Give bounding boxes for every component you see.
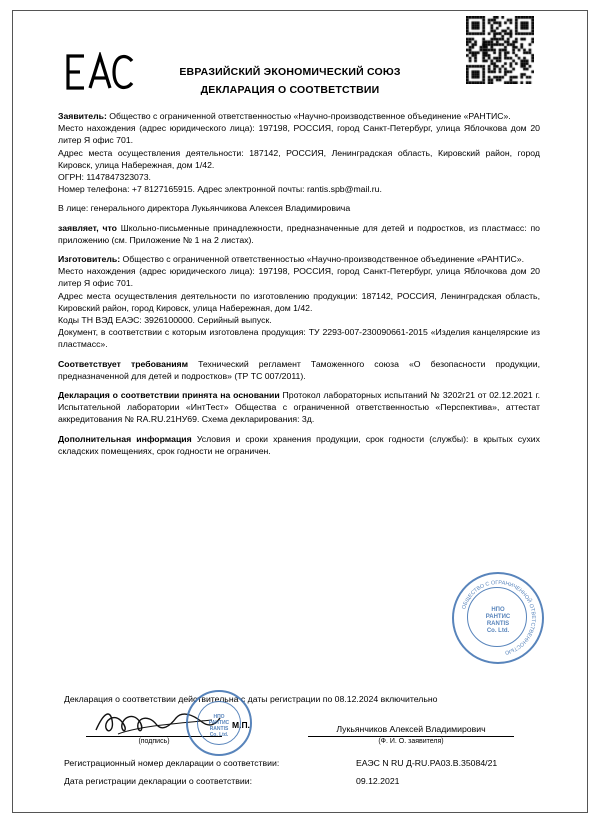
seal2-line-3: RANTIS bbox=[209, 726, 229, 732]
manufacturer-block bbox=[58, 253, 540, 351]
page-title: ЕВРАЗИЙСКИЙ ЭКОНОМИЧЕСКИЙ СОЮЗ bbox=[179, 66, 401, 78]
registration-date-row bbox=[64, 776, 534, 786]
seal2-line-1: НПО bbox=[213, 714, 225, 720]
conformity-text: Технический регламент Таможенного союза «О безопасности продукции, предназначенной для детей и подростков» (ТР ТС 007/2011). bbox=[58, 358, 541, 381]
registration-number-label: Регистрационный номер декларации о соответствии: bbox=[64, 758, 280, 768]
applicant-label: Заявитель: bbox=[58, 111, 107, 121]
seal-line-4: Co. Ltd. bbox=[486, 628, 510, 634]
applicant-activity-address: Адрес места осуществления деятельности: 187142, РОССИЯ, Ленинградская область, Кировский район, город Кировск, улица Набережная, дом 1/42. bbox=[58, 147, 540, 170]
in-person-text: В лице: генерального директора Лукьянчикова Алексея Владимировича bbox=[58, 203, 351, 214]
signature-line-right bbox=[308, 736, 514, 737]
basis-label: Декларация о соответствии принята на основании bbox=[58, 390, 280, 401]
applicant-ogrn: ОГРН: 1147847323073. bbox=[58, 172, 151, 183]
basis-block bbox=[58, 389, 540, 426]
manufacturing-document: Документ, в соответствии с которым изготовлена продукция: ТУ 2293-007-230090661-2015 «Изделия канцелярские из пластмасс». bbox=[58, 327, 540, 350]
extra-info-text: Условия и сроки хранения продукции, срок годности (службы): в крытых сухих складских помещениях, срок годности не ограничен. bbox=[58, 433, 540, 456]
mp-mark: М.П. bbox=[232, 720, 250, 730]
seal2-line-4: Co. Ltd. bbox=[209, 732, 229, 738]
document-body bbox=[58, 110, 540, 464]
seal-line-2: РАНТИС bbox=[485, 614, 511, 620]
manufacturer-text: Общество с ограниченной ответственностью «Научно-производственное объединение «РАНТИС». bbox=[120, 254, 525, 265]
company-seal-stamp-secondary bbox=[186, 690, 252, 756]
signature-caption-right: (Ф. И. О. заявителя) bbox=[378, 738, 444, 745]
page-subtitle: ДЕКЛАРАЦИЯ О СООТВЕТСТВИИ bbox=[200, 84, 380, 96]
declares-label: заявляет, что bbox=[58, 222, 117, 233]
signature-caption-left: (подпись) bbox=[138, 738, 170, 745]
qr-code bbox=[466, 16, 534, 84]
applicant-contacts: Номер телефона: +7 8127165915. Адрес электронной почты: rantis.spb@mail.ru. bbox=[58, 184, 382, 195]
seal-center-text bbox=[454, 607, 542, 635]
conformity-block bbox=[58, 358, 540, 382]
extra-info-block bbox=[58, 433, 540, 457]
signature-block bbox=[64, 706, 534, 766]
conformity-label: Соответствует требованиям bbox=[58, 358, 189, 369]
registration-date-label: Дата регистрации декларации о соответствии: bbox=[64, 776, 253, 786]
registration-number-value: ЕАЭС N RU Д-RU.РА03.В.35084/21 bbox=[356, 758, 498, 768]
applicant-block bbox=[58, 110, 540, 195]
svg-text:ОБЩЕСТВО С ОГРАНИЧЕННОЙ ОТВЕТС: ОБЩЕСТВО С ОГРАНИЧЕННОЙ ОТВЕТСТВЕННОСТЬЮ bbox=[461, 579, 537, 656]
seal-line-3: RANTIS bbox=[486, 621, 510, 627]
applicant-text: Общество с ограниченной ответственностью «Научно-производственное объединение «РАНТИС». bbox=[106, 111, 511, 121]
tnved-codes: Коды ТН ВЭД ЕАЭС: 3926100000. Серийный выпуск. bbox=[58, 315, 272, 326]
manufacturer-address: Место нахождения (адрес юридического лица): 197198, РОССИЯ, город Санкт-Петербург, улица Яблочкова дом 20 литер Я офис 701. bbox=[58, 266, 540, 289]
validity-statement: Декларация о соответствии действительна с даты регистрации по 08.12.2024 включительно bbox=[64, 694, 438, 704]
registration-number-row bbox=[64, 758, 534, 768]
manufacturer-label: Изготовитель: bbox=[58, 254, 121, 265]
manufacturer-activity-address: Адрес места осуществления деятельности по изготовлению продукции: 187142, РОССИЯ, Ленинградская область, Кировский район, город Кировск, улица Набережная, дом 1/42. bbox=[58, 290, 540, 313]
declarant-name: Лукьянчиков Алексей Владимирович bbox=[336, 724, 486, 734]
declares-text: Школьно-письменные принадлежности, предназначенные для детей и подростков, из пластмасс: по приложению (см. Приложение № 1 на 2 листах). bbox=[58, 222, 540, 245]
registration-date-value: 09.12.2021 bbox=[356, 776, 400, 786]
company-seal-stamp bbox=[452, 572, 544, 664]
seal-line-1: НПО bbox=[491, 607, 505, 613]
in-person-block bbox=[58, 202, 540, 214]
seal2-line-2: РАНТИС bbox=[208, 720, 230, 726]
applicant-address: Место нахождения (адрес юридического лица): 197198, РОССИЯ, город Санкт-Петербург, улица Яблочкова дом 20 литер Я офис 701. bbox=[58, 123, 540, 146]
seal-center-text-secondary bbox=[188, 714, 250, 738]
extra-info-label: Дополнительная информация bbox=[58, 433, 192, 444]
basis-text: Протокол лабораторных испытаний № 3202г21 от 02.12.2021 г. Испытательной лаборатории «ИнтТест» Общества с ограниченной ответственностью «Перспектива», аттестат аккредитования № RA.RU.21НУ69. Схема декларирования: 3д. bbox=[58, 390, 541, 425]
declares-block bbox=[58, 222, 540, 246]
